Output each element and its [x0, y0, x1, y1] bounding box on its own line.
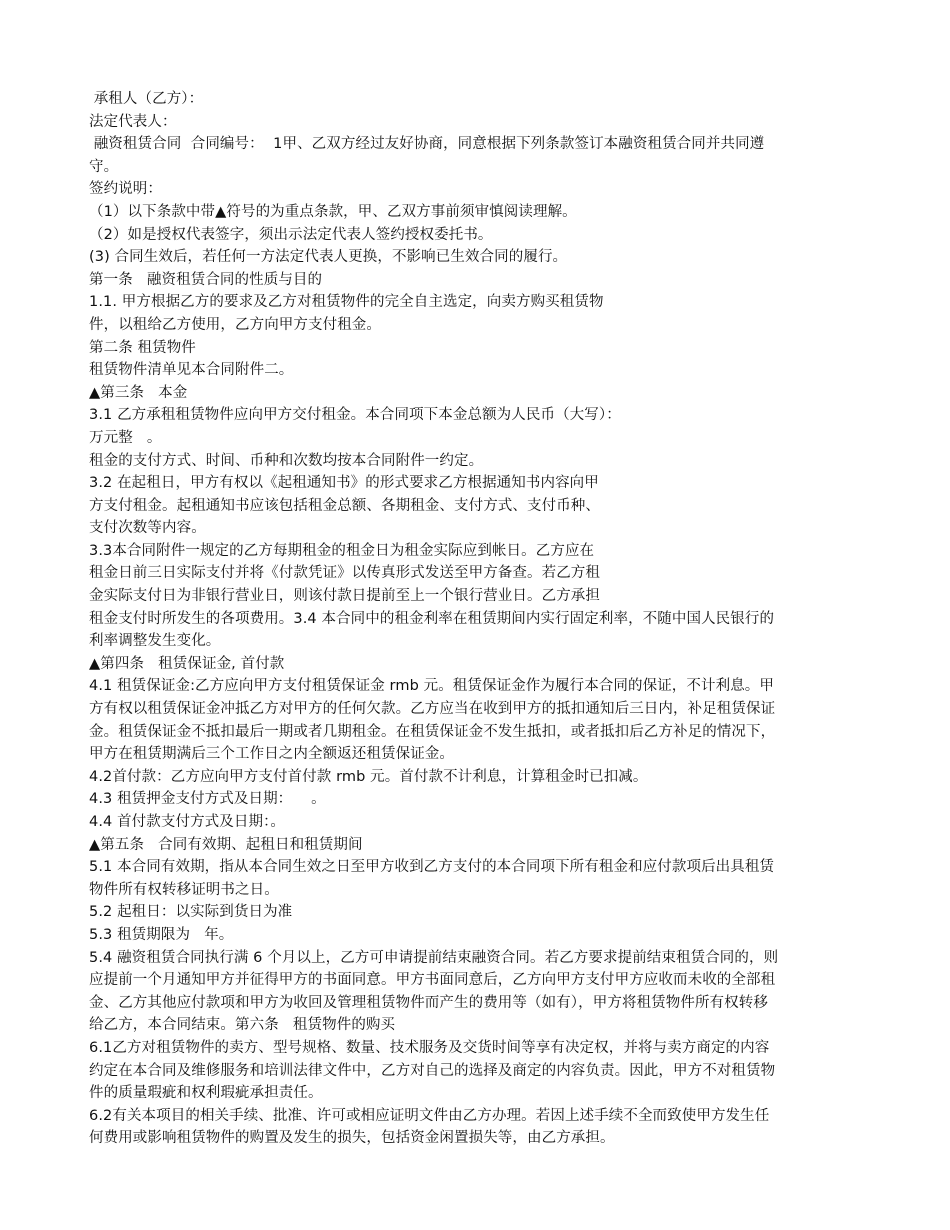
text-line: 物件所有权转移证明书之日。	[89, 881, 279, 898]
text-line: 租金日前三日实际支付并将《付款凭证》以传真形式发送至甲方备查。若乙方租	[89, 565, 600, 582]
text-line: 融资租赁合同 合同编号： 1甲、乙双方经过友好协商，同意根据下列条款签订本融资租赁合同并共同遵	[89, 136, 765, 153]
text-line: (3) 合同生效后，若任何一方法定代表人更换，不影响已生效合同的履行。	[89, 249, 568, 266]
text-line: 金。租赁保证金不抵扣最后一期或者几期租金。在租赁保证金不发生抵扣，或者抵扣后乙方补足的情况下，	[89, 723, 776, 740]
text-line: 万元整 。	[89, 429, 162, 446]
text-line: 4.4 首付款支付方式及日期：。	[89, 814, 286, 830]
text-line: 件的质量瑕疵和权利瑕疵承担责任。	[89, 1085, 323, 1102]
text-line: 5.4 融资租赁合同执行满 6 个月以上，乙方可申请提前结束融资合同。若乙方要求提前结束租赁合同的，则	[89, 949, 779, 966]
section-heading: ▲第四条 租赁保证金, 首付款	[89, 655, 285, 672]
text-line: 5.3 租赁期限为 年。	[89, 926, 234, 943]
text-line: 何费用或影响租赁物件的购置及发生的损失，包括资金闲置损失等，由乙方承担。	[89, 1130, 615, 1147]
text-line: 3.1 乙方承租租赁物件应向甲方交付租金。本合同项下本金总额为人民币（大写）：	[89, 407, 621, 424]
text-line: 1.1. 甲方根据乙方的要求及乙方对租赁物件的完全自主选定，向卖方购买租赁物	[89, 294, 604, 311]
text-line: 4.3 租赁押金支付方式及日期： 。	[89, 791, 326, 808]
text-line: 支付次数等内容。	[89, 520, 206, 537]
text-line: 租金的支付方式、时间、币种和次数均按本合同附件一约定。	[89, 452, 484, 469]
text-line: 6.1乙方对租赁物件的卖方、型号规格、数量、技术服务及交货时间等享有决定权，并将与卖方商定的内容	[89, 1039, 770, 1056]
document-page	[89, 88, 869, 1150]
section-heading: 第二条 租赁物件	[89, 339, 196, 356]
section-heading: 第一条 融资租赁合同的性质与目的	[89, 271, 323, 288]
section-heading: ▲第五条 合同有效期、起租日和租赁期间	[89, 836, 363, 853]
text-line: 租金支付时所发生的各项费用。3.4 本合同中的租金利率在租赁期间内实行固定利率，不随中国人民银行的	[89, 610, 775, 627]
text-line: 租赁物件清单见本合同附件二。	[89, 362, 294, 379]
text-line: 5.2 起租日：以实际到货日为准	[89, 904, 293, 921]
text-line: 方支付租金。起租通知书应该包括租金总额、各期租金、支付方式、支付币种、	[89, 497, 600, 514]
text-line: 6.2有关本项目的相关手续、批准、许可或相应证明文件由乙方办理。若因上述手续不全而致使甲方发生任	[89, 1107, 770, 1124]
text-line: （1）以下条款中带▲符号的为重点条款，甲、乙双方事前须审慎阅读理解。	[89, 203, 577, 220]
text-line: 3.3本合同附件一规定的乙方每期租金的租金日为租金实际应到帐日。乙方应在	[89, 542, 595, 559]
text-line: 件，以租给乙方使用，乙方向甲方支付租金。	[89, 316, 381, 333]
section-heading: ▲第三条 本金	[89, 384, 188, 401]
text-line: 4.2首付款：乙方应向甲方支付首付款 rmb 元。首付款不计利息，计算租金时已扣减。	[89, 768, 648, 785]
text-line: 应提前一个月通知甲方并征得甲方的书面同意。甲方书面同意后，乙方向甲方支付甲方应收而未收的全部租	[89, 972, 776, 989]
text-line: 金、乙方其他应付款项和甲方为收回及管理租赁物件而产生的费用等（如有），甲方将租赁物件所有权转移	[89, 994, 768, 1011]
text-line: （2）如是授权代表签字，须出示法定代表人签约授权委托书。	[89, 226, 493, 243]
text-line: 3.2 在起租日，甲方有权以《起租通知书》的形式要求乙方根据通知书内容向甲	[89, 475, 599, 492]
text-line: 4.1 租赁保证金:乙方应向甲方支付租赁保证金 rmb 元。租赁保证金作为履行本合同的保证，不计利息。甲	[89, 678, 775, 695]
text-line: 甲方在租赁期满后三个工作日之内全额返还租赁保证金。	[89, 746, 454, 763]
text-line: 利率调整发生变化。	[89, 633, 221, 650]
text-line: 守。	[89, 158, 119, 175]
text-line: 约定在本合同及维修服务和培训法律文件中，乙方对自己的选择及商定的内容负责。因此，甲方不对租赁物	[89, 1062, 776, 1079]
text-line: 给乙方，本合同结束。第六条 租赁物件的购买	[89, 1017, 396, 1034]
text-line: 签约说明：	[89, 181, 162, 198]
text-line: 方有权以租赁保证金冲抵乙方对甲方的任何欠款。乙方应当在收到甲方的抵扣通知后三日内，补足租赁保证	[89, 701, 776, 718]
text-line: 5.1 本合同有效期，指从本合同生效之日至甲方收到乙方支付的本合同项下所有租金和应付款项后出具租赁	[89, 859, 775, 876]
text-line: 金实际支付日为非银行营业日，则该付款日提前至上一个银行营业日。乙方承担	[89, 588, 600, 605]
text-line: 承租人（乙方）：	[89, 91, 204, 107]
text-line: 法定代表人：	[89, 113, 177, 130]
